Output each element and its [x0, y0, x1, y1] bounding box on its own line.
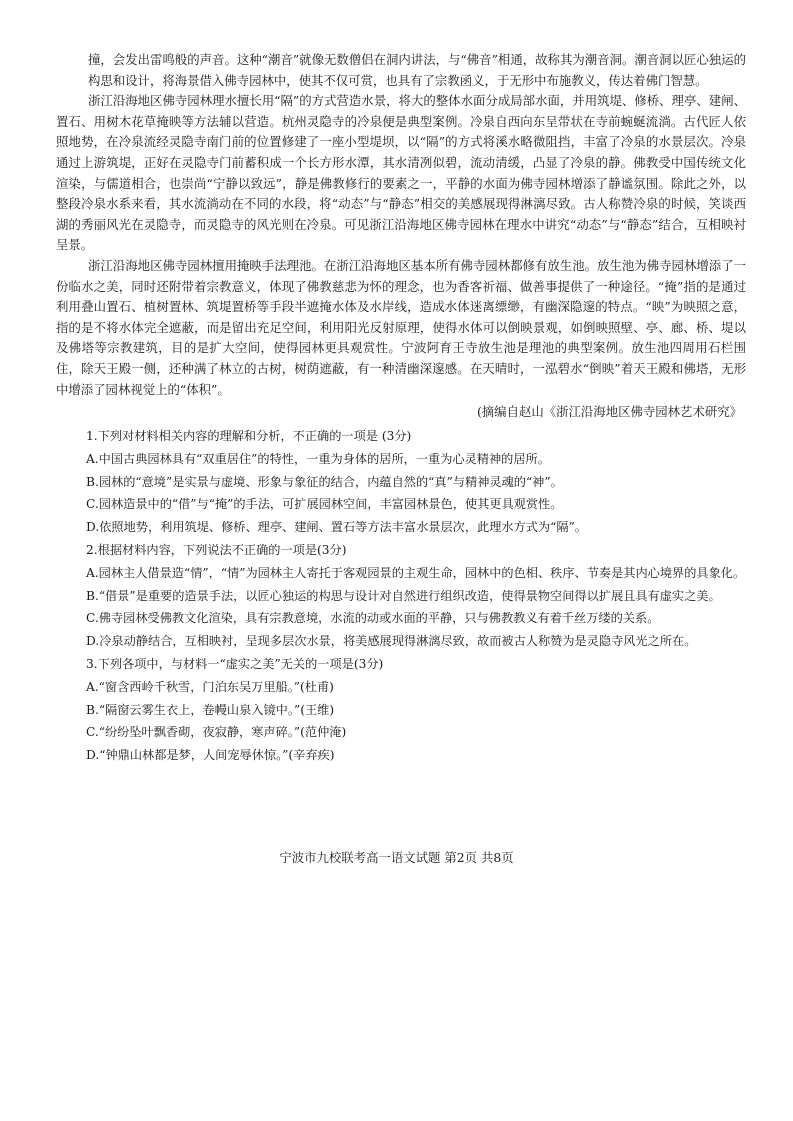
option-a: A.园林主人借景造“情”，“情”为园林主人寄托于客观园景的主观生命，园林中的色相、秩序、节奏是其内心境界的具象化。: [86, 565, 746, 580]
passage-paragraph-1: 浙江沿海地区佛寺园林理水擅长用“隔”的方式营造水景，将大的整体水面分成局部水面，并用筑堤、修桥、理亭、建闸、置石、用树木花草掩映等方法辅以营造。杭州灵隐寺的冷泉便是典型案例。冷泉自西向东呈带状在寺前蜿蜒流淌。古代匠人依照地势，在冷泉流经灵隐寺南门前的位置修建了一座小型堤坝，以“隔”的方式将溪水略微阻挡，丰富了冷泉的水景层次。冷泉通过上游筑堤，正好在灵隐寺门前蓄积成一个长方形水潭，其水清冽似碧，流动清缓，凸显了冷泉的静。佛教受中国传统文化渲染，与儒道相合，也崇尚“宁静以致远”，静是佛教修行的要素之一，平静的水面为佛寺园林增添了静谧氛围。除此之外，以整段冷泉水系来看，其水流淌动在不同的水段，将“动态”与“静态”相交的美感展现得淋漓尽致。古人称赞冷泉的时候，笑谈西湖的秀丽风光在灵隐寺，而灵隐寺的风光则在冷泉。可见浙江沿海地区佛寺园林在理水中讲究“动态”与“静态”结合，互相映衬呈景。: [56, 93, 746, 253]
question-list: [86, 425, 748, 767]
option-b: B.“隔窗云雾生衣上，卷幔山泉入镜中。”(王维): [86, 702, 335, 717]
option-c: C.“纷纷坠叶飘香砌，夜寂静，寒声碎。”(范仲淹): [86, 725, 347, 740]
question-stem: 1.下列对材料相关内容的理解和分析，不正确的一项是 (3分): [86, 429, 412, 443]
question-stem: 2.根据材料内容，下列说法不正确的一项是(3分): [86, 542, 347, 557]
question-3: [86, 653, 748, 767]
page-footer: 宁波市九校联考高一语文试题 第2页 共8页: [279, 850, 514, 865]
passage-paragraph-2: 浙江沿海地区佛寺园林擅用掩映手法理池。在浙江沿海地区基本所有佛寺园林都修有放生池。放生池为佛寺园林增添了一份临水之美，同时还附带着宗教意义，体现了佛教慈悲为怀的理念，也为香客祈福、做善事提供了一种途径。“掩”指的是通过利用叠山置石、植树置林、筑堤置桥等手段半遮掩水体及水岸线，造成水体迷离缥缈，有幽深隐邃的特点。“映”为映照之意，指的是不将水体完全遮蔽，而是留出充足空间，利用阳光反射原理，使得水体可以倒映景观，如倒映照壁、亭、廊、桥、堤以及佛塔等宗教建筑，目的是扩大空间，使得园林更具观赏性。宁波阿育王寺放生池是理池的典型案例。放生池四周用石栏围住，除天王殿一侧，还种满了林立的古树，树荫遮蔽，有一种清幽深邃感。在天晴时，一泓碧水“倒映”着天王殿和佛塔，无形中增添了园林视觉上的“体积”。: [56, 257, 746, 397]
option-c: C.佛寺园林受佛教文化渲染，具有宗教意境，水流的动或水面的平静，只与佛教教义有着千丝万缕的关系。: [86, 611, 660, 626]
question-stem: 3.下列各项中，与材料一“虚实之美”无关的一项是(3分): [86, 656, 384, 671]
option-b: B.“借景”是重要的造景手法，以匠心独运的构思与设计对自然进行组织改造，使得景物空间得以扩展且具有虚实之美。: [86, 588, 721, 603]
passage-source: (摘编自赵山《浙江沿海地区佛寺园林艺术研究》: [476, 404, 742, 420]
option-a: A.“窗含西岭千秋雪，门泊东吴万里船。”(杜甫): [86, 679, 334, 694]
option-d: D.冷泉动静结合，互相映衬，呈现多层次水景，将美感展现得淋漓尽致，故而被古人称赞为是灵隐寺风光之所在。: [86, 634, 697, 649]
reading-passage: [56, 50, 746, 423]
option-d: D.依照地势，利用筑堤、修桥、理亭、建闸、置石等方法丰富水景层次，此理水方式为“隔”。: [86, 520, 587, 535]
passage-paragraph-continued: 撞，会发出雷鸣般的声音。这种“潮音”就像无数僧侣在洞内讲法，与“佛音”相通，故称其为潮音洞。潮音洞以匠心独运的构思和设计，将海景借入佛寺园林中，使其不仅可赏，也具有了宗教函义，于无形中布施教义，传达着佛门智慧。: [88, 52, 746, 88]
question-2: [86, 539, 748, 653]
option-c: C.园林造景中的“借”与“掩”的手法，可扩展园林空间，丰富园林景色，使其更具观赏性。: [86, 497, 563, 512]
question-1: [86, 425, 748, 539]
option-d: D.“钟鼎山林都是梦，人间宠辱休惊。”(辛弃疾): [86, 748, 335, 763]
option-b: B.园林的“意境”是实景与虚境、形象与象征的结合，内蕴自然的“真”与精神灵魂的“神”。: [86, 474, 563, 489]
option-a: A.中国古典园林具有“双重居住”的特性，一重为身体的居所，一重为心灵精神的居所。: [86, 451, 550, 466]
